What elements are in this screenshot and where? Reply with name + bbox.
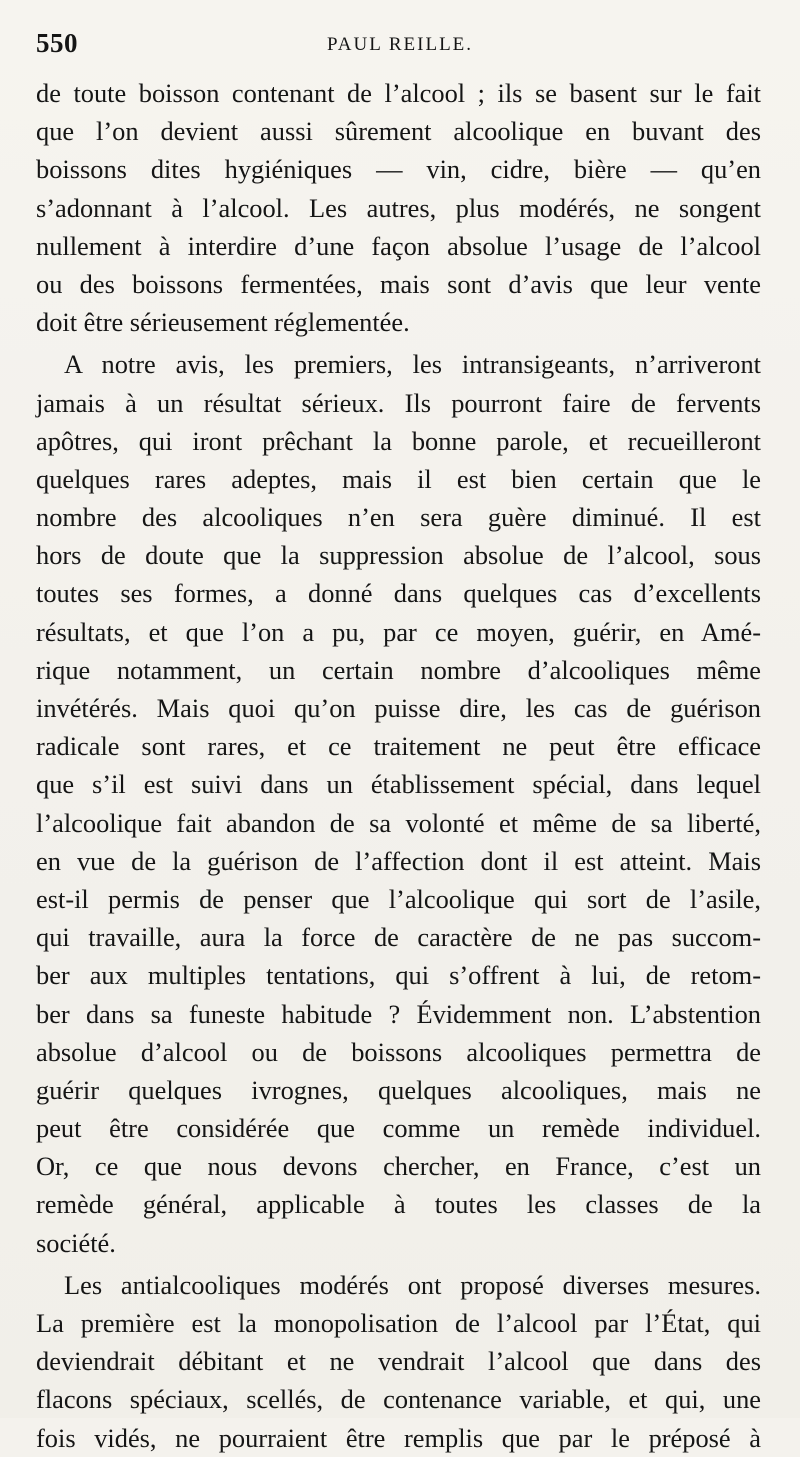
text-line: nullement à interdire d’une façon absolue l’usage de l’alcool (36, 230, 761, 261)
text-line: est-il permis de penser que l’alcoolique qui sort de l’asile, (36, 883, 761, 914)
text-line: hors de doute que la suppression absolue de l’alcool, sous (36, 540, 761, 571)
paragraph-1 (36, 74, 761, 341)
text-line: Les antialcooliques modérés ont proposé diverses mesures. (64, 1269, 761, 1300)
paragraph-2 (36, 345, 761, 1262)
text-line: absolue d’alcool ou de boissons alcooliques permettra de (36, 1036, 761, 1067)
text-line: La première est la monopolisation de l’alcool par l’État, qui (36, 1308, 761, 1338)
running-head (36, 28, 764, 68)
text-line: ber dans sa funeste habitude ? Évidemment non. L’abstention (36, 998, 761, 1029)
running-title: PAUL REILLE. (326, 34, 474, 55)
text-line: deviendrait débitant et ne vendrait l’alcool que dans des (36, 1346, 761, 1377)
text-line: A notre avis, les premiers, les intransigeants, n’arriveront (64, 349, 761, 380)
text-line: quelques rares adeptes, mais il est bien certain que le (36, 463, 761, 494)
paragraph-3 (36, 1266, 761, 1457)
text-line: rique notamment, un certain nombre d’alcooliques même (36, 654, 761, 685)
body-text (36, 74, 761, 1457)
text-line: ou des boissons fermentées, mais sont d’avis que leur vente (36, 268, 761, 299)
text-line: peut être considérée que comme un remède individuel. (36, 1113, 761, 1144)
text-line: invétérés. Mais quoi qu’on puisse dire, les cas de guérison (36, 693, 761, 723)
page-number: 550 (36, 28, 78, 58)
text-line: en vue de la guérison de l’affection dont il est atteint. Mais (36, 845, 761, 876)
text-line: résultats, et que l’on a pu, par ce moyen, guérir, en Amé- (36, 616, 761, 647)
text-line: apôtres, qui iront prêchant la bonne parole, et recueilleront (36, 425, 761, 456)
text-line: Or, ce que nous devons chercher, en France, c’est un (36, 1151, 761, 1182)
text-line: que l’on devient aussi sûrement alcoolique en buvant des (36, 116, 761, 147)
text-line: société. (36, 1227, 116, 1258)
text-line: que s’il est suivi dans un établissement spécial, dans lequel (36, 769, 761, 800)
text-line: guérir quelques ivrognes, quelques alcooliques, mais ne (36, 1074, 761, 1105)
text-line: flacons spéciaux, scellés, de contenance variable, et qui, une (36, 1384, 761, 1415)
text-line: s’adonnant à l’alcool. Les autres, plus modérés, ne songent (36, 192, 761, 223)
text-line: qui travaille, aura la force de caractère de ne pas succom- (36, 922, 761, 953)
text-line: l’alcoolique fait abandon de sa volonté et même de sa liberté, (36, 807, 761, 838)
text-line: doit être sérieusement réglementée. (36, 307, 410, 338)
text-line: jamais à un résultat sérieux. Ils pourront faire de fervents (36, 387, 761, 418)
text-line: boissons dites hygiéniques — vin, cidre, bière — qu’en (36, 154, 761, 185)
text-line: ber aux multiples tentations, qui s’offrent à lui, de retom- (36, 960, 761, 991)
text-line: remède général, applicable à toutes les classes de la (36, 1189, 761, 1220)
text-line: nombre des alcooliques n’en sera guère diminué. Il est (36, 502, 761, 533)
text-line: radicale sont rares, et ce traitement ne peut être efficace (36, 731, 761, 762)
text-line: de toute boisson contenant de l’alcool ; ils se basent sur le fait (36, 78, 761, 108)
text-line: toutes ses formes, a donné dans quelques cas d’excellents (36, 578, 761, 609)
text-line: fois vidés, ne pourraient être remplis que par le préposé à (36, 1422, 761, 1453)
